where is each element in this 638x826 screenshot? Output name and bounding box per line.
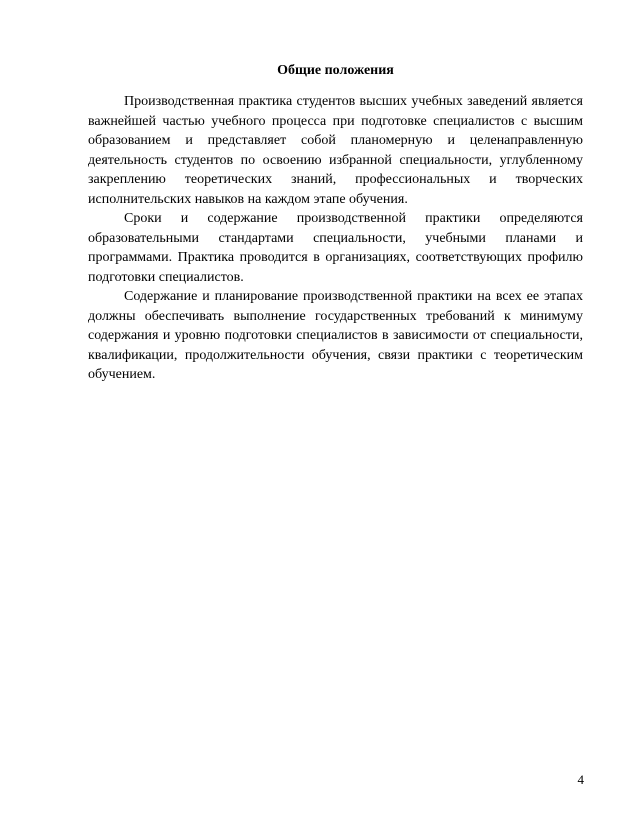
section-heading: Общие положения <box>277 63 394 78</box>
paragraph-practice-terms: Сроки и содержание производственной практики определяются образовательными стандартами специальности, учебными планами и программами. Практика проводится в организациях, соответствующих профилю подготовки специалистов. <box>88 211 583 285</box>
page-number: 4 <box>577 772 584 787</box>
body-text <box>88 92 583 385</box>
paragraph-practice-planning: Содержание и планирование производственной практики на всех ее этапах должны обеспечивать выполнение государственных требований к минимуму содержания и уровню подготовки специалистов в зависимости от специальности, квалификации, продолжительности обучения, связи практики с теоретическим обучением. <box>88 289 583 382</box>
paragraph-practice-definition: Производственная практика студентов высших учебных заведений является важнейшей частью учебного процесса при подготовке специалистов с высшим образованием и представляет собой планомерную и целенаправленную деятельность студентов по освоению избранной специальности, углубленному закреплению теоретических знаний, профессиональных и творческих исполнительских навыков на каждом этапе обучения. <box>88 94 583 207</box>
